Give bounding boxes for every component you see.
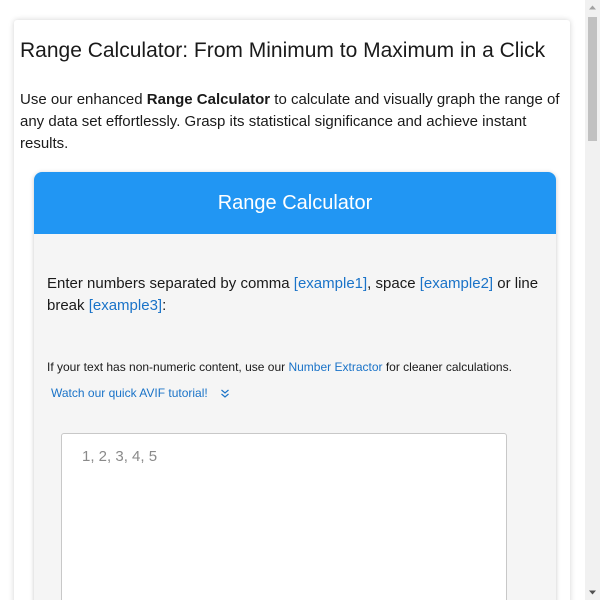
number-extractor-link[interactable]: Number Extractor <box>288 360 383 374</box>
double-chevron-down-glyph <box>219 388 231 400</box>
tutorial-toggle[interactable] <box>51 385 231 401</box>
page-title: Range Calculator: From Minimum to Maximum in a Click <box>20 39 546 62</box>
page-scrollbar[interactable] <box>585 0 600 600</box>
intro-paragraph <box>20 89 565 155</box>
tutorial-link-label: Watch our quick AVIF tutorial! <box>51 386 208 400</box>
scrollbar-thumb[interactable] <box>588 17 597 141</box>
extractor-note-text-2: for cleaner calculations. <box>382 360 512 374</box>
example1-link[interactable]: [example1] <box>293 275 368 292</box>
scroll-up-arrow-icon[interactable] <box>585 0 600 15</box>
example2-link[interactable]: [example2] <box>419 275 494 292</box>
double-chevron-down-icon <box>219 388 231 400</box>
range-calculator-card <box>34 172 556 600</box>
extractor-note-text-1: If your text has non-numeric content, use our <box>47 360 289 374</box>
page-content <box>14 20 570 600</box>
numbers-input[interactable] <box>61 433 507 600</box>
instructions-text-2: , space <box>367 275 420 292</box>
number-extractor-note <box>47 359 512 375</box>
instructions-text-3: or line break <box>47 275 539 314</box>
intro-text-end: to calculate and visually graph the range of any data set effortlessly. Grasp its statistical significance and achieve instant results. <box>20 91 560 152</box>
instructions-text-1: Enter numbers separated by comma <box>47 275 294 292</box>
example3-link[interactable]: [example3] <box>88 297 163 314</box>
input-instructions <box>47 273 552 317</box>
instructions-text-4: : <box>162 297 167 314</box>
intro-text-start: Use our enhanced <box>20 91 147 108</box>
calculator-header: Range Calculator <box>34 172 556 234</box>
intro-bold-text: Range Calculator <box>146 91 271 108</box>
scroll-down-arrow-icon[interactable] <box>585 585 600 600</box>
